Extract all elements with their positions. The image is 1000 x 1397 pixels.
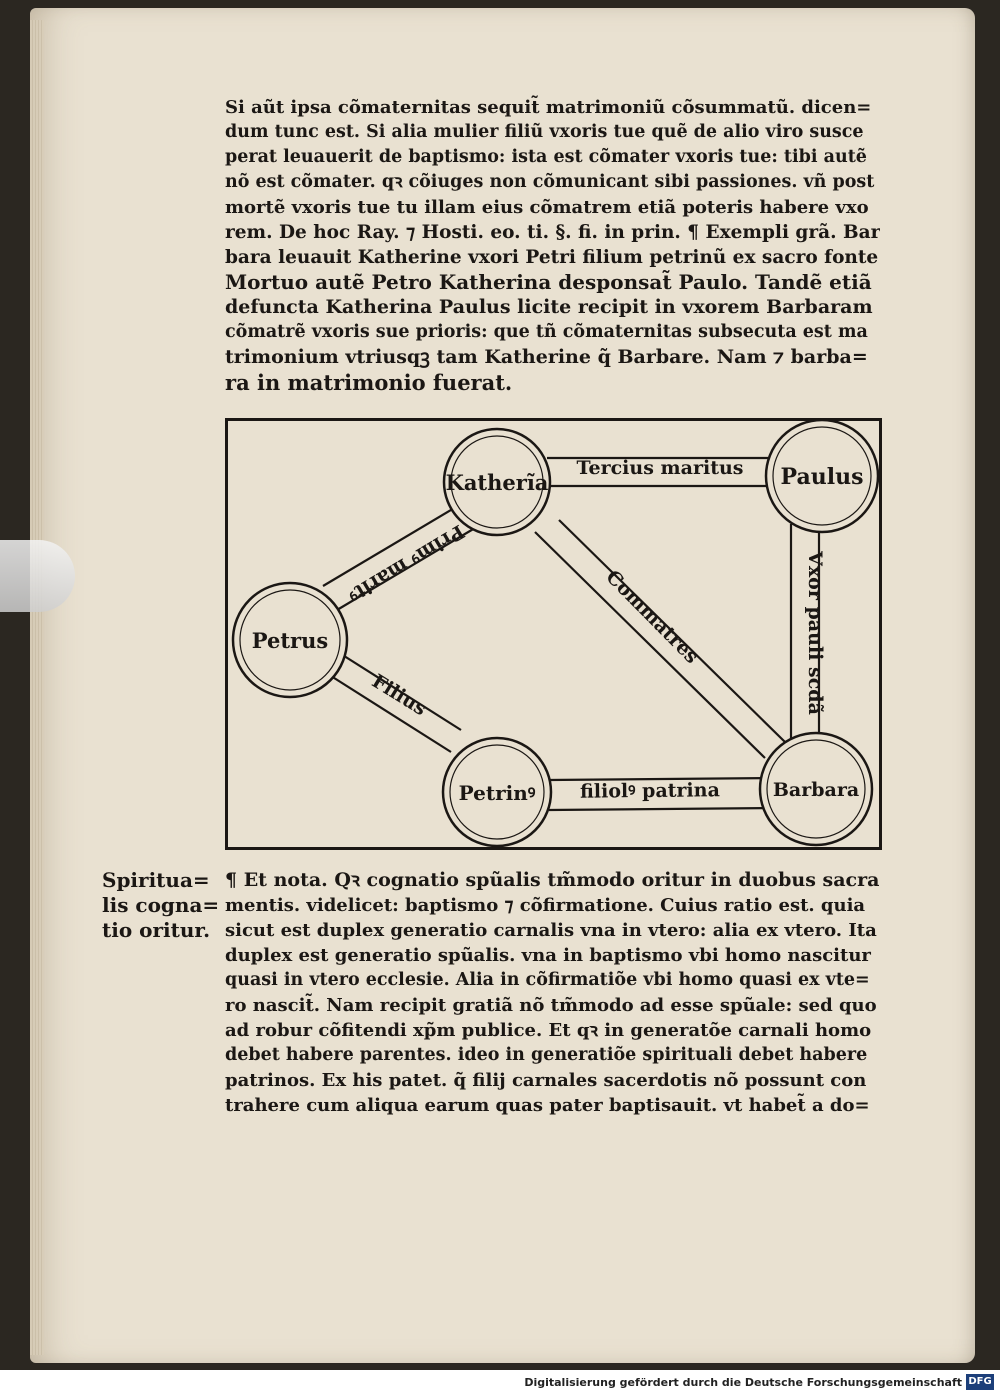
text-line: sicut est duplex generatio carnalis vna in vtero: alia ex vtero. Ita (225, 920, 877, 941)
text-line: trimonium vtriusqꝫ tam Katherine q̃ Barbare. Nam ⁊ barba= (225, 346, 868, 368)
text-line: debet habere parentes. ideo in generatiõe spirituali debet habere (225, 1045, 868, 1065)
band-line (549, 778, 773, 780)
band-line (535, 532, 765, 758)
text-line: ra in matrimonio fuerat. (225, 370, 513, 395)
text-line: bara leuauit Katherine vxori Petri filium petrinũ ex sacro fonte (225, 247, 879, 268)
label-paulus: Paulus (780, 464, 864, 490)
text-line: nõ est cõmater. qꝛ cõiuges non cõmunicant sibi passiones. vñ post (225, 172, 875, 192)
label-petrus: Petrus (251, 628, 329, 653)
edge-label-paulus-barbara: Vxor pauli scdã (804, 551, 826, 715)
margin-note (102, 868, 220, 943)
text-line: trahere cum aliqua earum quas pater baptisauit. vt habet̃ a do= (225, 1095, 870, 1116)
edge-label-petrinus-barbara: filiolꝰ patrina (579, 779, 720, 803)
band-line (549, 808, 773, 810)
margin-line: lis cogna= (102, 893, 220, 917)
paragraph-top (225, 95, 880, 395)
edge-label-katherina-barbara: Commatres (601, 565, 703, 669)
label-petrinus: Petrinꝰ (458, 781, 536, 805)
text-line: ad robur cõfitendi xp̃m publice. Et qꝛ in generatõe carnali homo (225, 1020, 872, 1041)
text-line: duplex est generatio spũalis. vna in baptismo vbi homo nascitur (225, 945, 871, 966)
page-clip (0, 540, 75, 612)
dfg-logo: DFG (966, 1374, 994, 1390)
text-line: cõmatrẽ vxoris sue prioris: que tñ cõmaternitas subsecuta est ma (225, 322, 868, 342)
text-line: mentis. videlicet: baptismo ⁊ cõfirmatione. Cuius ratio est. quia (225, 895, 866, 916)
paragraph-bottom (225, 868, 880, 1118)
text-line: Mortuo autẽ Petro Katherina desponsat̃ Paulo. Tandẽ etiã (225, 270, 872, 294)
text-line: defuncta Katherina Paulus licite recipit in vxorem Barbaram (225, 296, 873, 318)
text-line: ro nascit̃. Nam recipit gratiã nõ tm̃modo ad esse spũale: sed quo (225, 995, 877, 1016)
text-line: perat leuauerit de baptismo: ista est cõmater vxoris tue: tibi autẽ (225, 147, 867, 167)
footer-bar (0, 1370, 1000, 1397)
text-line: Si aũt ipsa cõmaternitas sequit̃ matrimoniũ cõsummatũ. dicen= (225, 97, 872, 118)
margin-line: Spiritua= (102, 868, 210, 892)
page-edge (30, 20, 44, 1355)
text-line: quasi in vtero ecclesie. Alia in cõfirmatiõe vbi homo quasi ex vte= (225, 970, 870, 990)
text-line: ¶ Et nota. Qꝛ cognatio spũalis tm̃modo oritur in duobus sacra (225, 869, 880, 891)
text-line: dum tunc est. Si alia mulier filiũ vxoris tue quẽ de alio viro susce (225, 122, 864, 142)
text-line: rem. De hoc Ray. ⁊ Hosti. eo. ti. §. fi. in prin. ¶ Exempli grã. Bar (225, 222, 880, 243)
edge-label-petrus-katherina: Primꝰ maritꝰ (344, 519, 469, 607)
label-katherina: Katherĩa (445, 470, 549, 495)
text-line: mortẽ vxoris tue tu illam eius cõmatrem etiã poteris habere vxo (225, 197, 869, 218)
edge-label-petrus-petrinus: Filius (368, 670, 431, 721)
kinship-diagram (225, 418, 882, 850)
margin-line: tio oritur. (102, 918, 211, 942)
edge-label-katherina-paulus: Tercius maritus (576, 457, 744, 479)
text-line: patrinos. Ex his patet. q̃ filij carnales sacerdotis nõ possunt con (225, 1070, 867, 1091)
footer-credit: Digitalisierung gefördert durch die Deutsche Forschungsgemeinschaft (524, 1376, 962, 1389)
label-barbara: Barbara (772, 779, 860, 801)
